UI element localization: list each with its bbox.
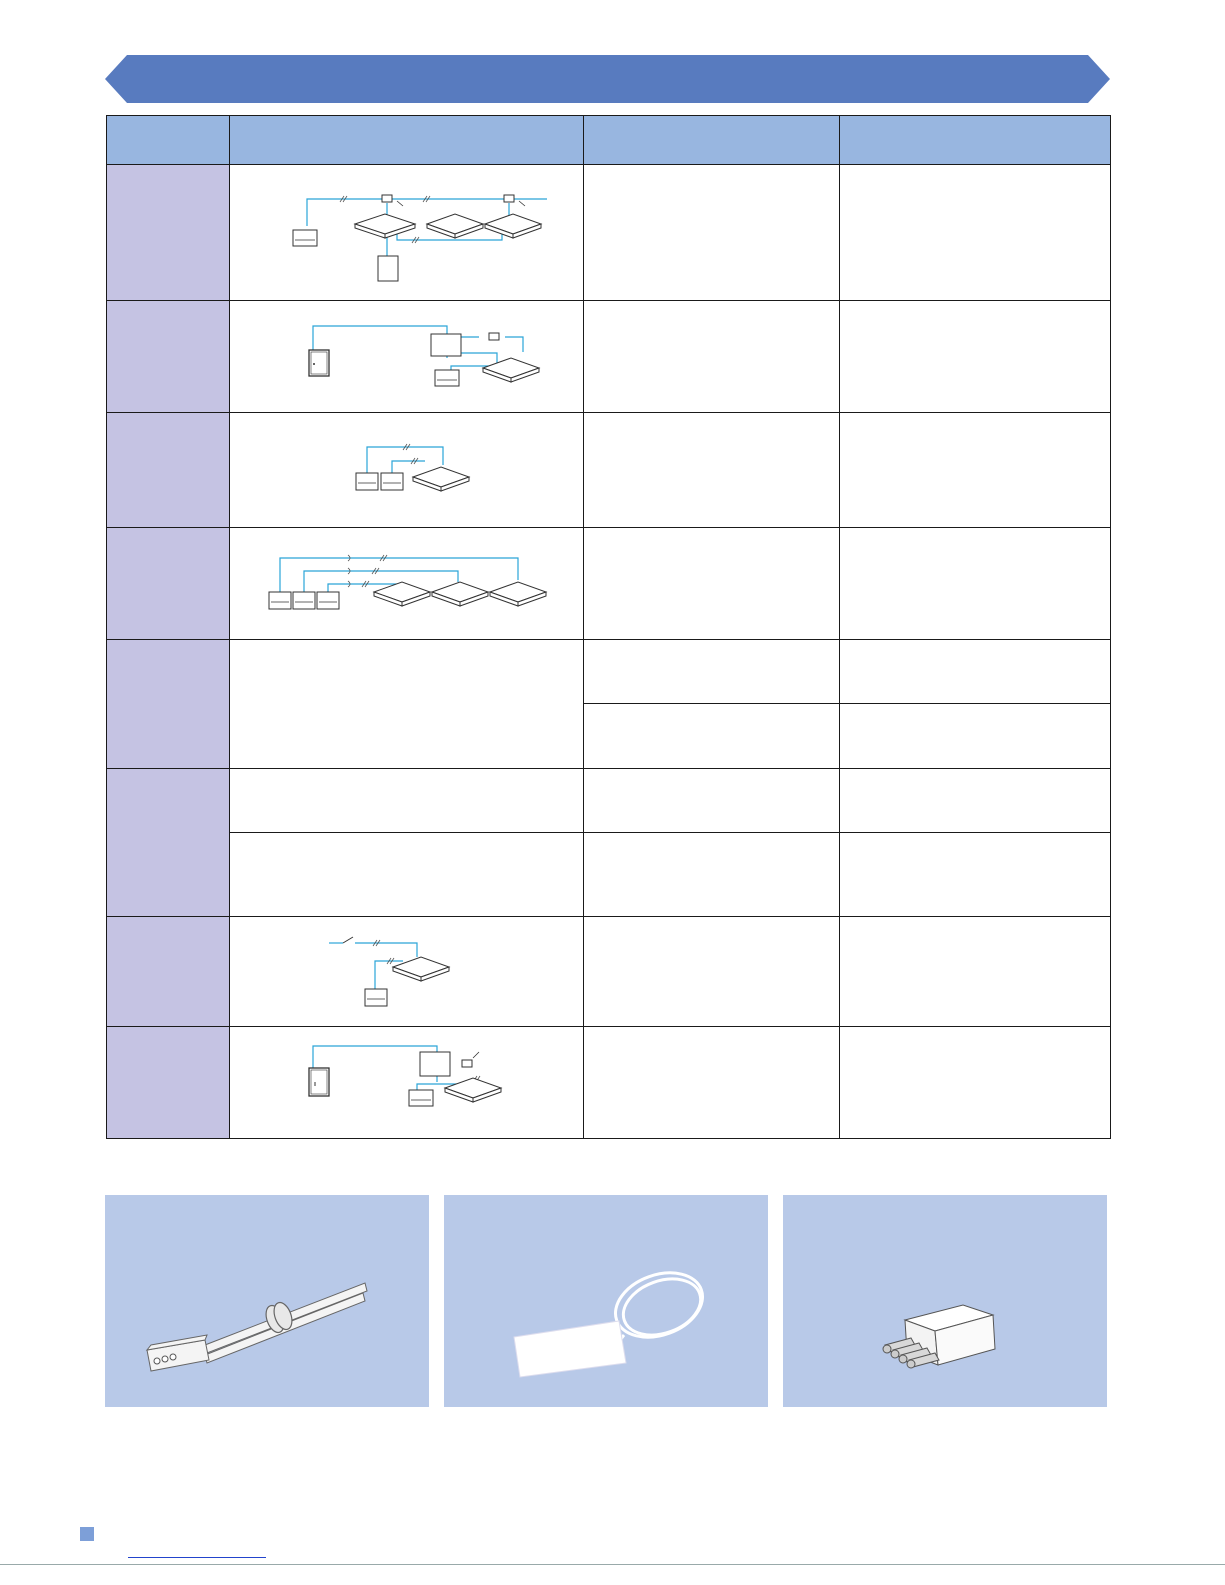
row-configuration-text <box>230 833 584 917</box>
row-note <box>840 1027 1111 1139</box>
row-category <box>107 917 230 1027</box>
table-row <box>107 917 1111 1027</box>
row-description <box>584 769 840 833</box>
row-note <box>840 917 1111 1027</box>
row-note <box>840 833 1111 917</box>
wiring-harness-icon <box>105 1195 429 1407</box>
row-note <box>840 413 1111 528</box>
footer-divider <box>0 1564 1225 1565</box>
coiled-sensor-cable-icon <box>444 1195 768 1407</box>
row-description <box>584 833 840 917</box>
table-header-row <box>107 116 1111 165</box>
external-switch-diagram <box>307 927 507 1017</box>
configuration-diagram <box>230 1027 584 1139</box>
header-category <box>107 116 230 165</box>
configuration-diagram <box>230 413 584 528</box>
row-category <box>107 165 230 301</box>
row-description <box>584 1027 840 1139</box>
table-row <box>107 769 1111 833</box>
configuration-diagram <box>230 165 584 301</box>
row-category <box>107 1027 230 1139</box>
row-note <box>840 528 1111 640</box>
row-category <box>107 301 230 413</box>
table-row <box>107 528 1111 640</box>
table-row <box>107 413 1111 528</box>
configuration-diagram <box>230 301 584 413</box>
row-configuration-text <box>230 640 584 769</box>
row-category <box>107 769 230 917</box>
two-remote-control-diagram <box>307 435 507 505</box>
page-marker <box>80 1527 94 1541</box>
configuration-diagram <box>230 528 584 640</box>
row-category <box>107 413 230 528</box>
row-description <box>584 528 840 640</box>
row-note <box>840 769 1111 833</box>
table-row <box>107 1027 1111 1139</box>
configuration-diagram <box>230 917 584 1027</box>
accessory-panel-wiring-harness <box>105 1195 429 1407</box>
row-description <box>584 165 840 301</box>
accessory-panel-sensor-cable <box>444 1195 768 1407</box>
multiple-unit-control-diagram <box>262 544 552 624</box>
row-description <box>584 917 840 1027</box>
header-configuration <box>230 116 584 165</box>
central-control-diagram <box>267 312 547 402</box>
row-note <box>840 640 1111 704</box>
row-note <box>840 301 1111 413</box>
row-category <box>107 528 230 640</box>
row-description <box>584 640 840 704</box>
row-note <box>840 165 1111 301</box>
row-description <box>584 704 840 769</box>
wire-connector-block-icon <box>783 1195 1107 1407</box>
table-row <box>107 640 1111 704</box>
header-notes <box>840 116 1111 165</box>
header-description <box>584 116 840 165</box>
footer-link[interactable] <box>128 1541 266 1558</box>
table-row <box>107 301 1111 413</box>
row-note <box>840 704 1111 769</box>
section-banner <box>105 55 1110 103</box>
group-control-diagram <box>257 178 557 288</box>
table-row <box>107 165 1111 301</box>
central-controller-adapter-diagram <box>287 1038 527 1128</box>
table-row <box>107 833 1111 917</box>
accessory-panel-connector-block <box>783 1195 1107 1407</box>
row-configuration-text <box>230 769 584 833</box>
row-category <box>107 640 230 769</box>
row-description <box>584 301 840 413</box>
control-configuration-table <box>106 115 1111 1139</box>
row-description <box>584 413 840 528</box>
